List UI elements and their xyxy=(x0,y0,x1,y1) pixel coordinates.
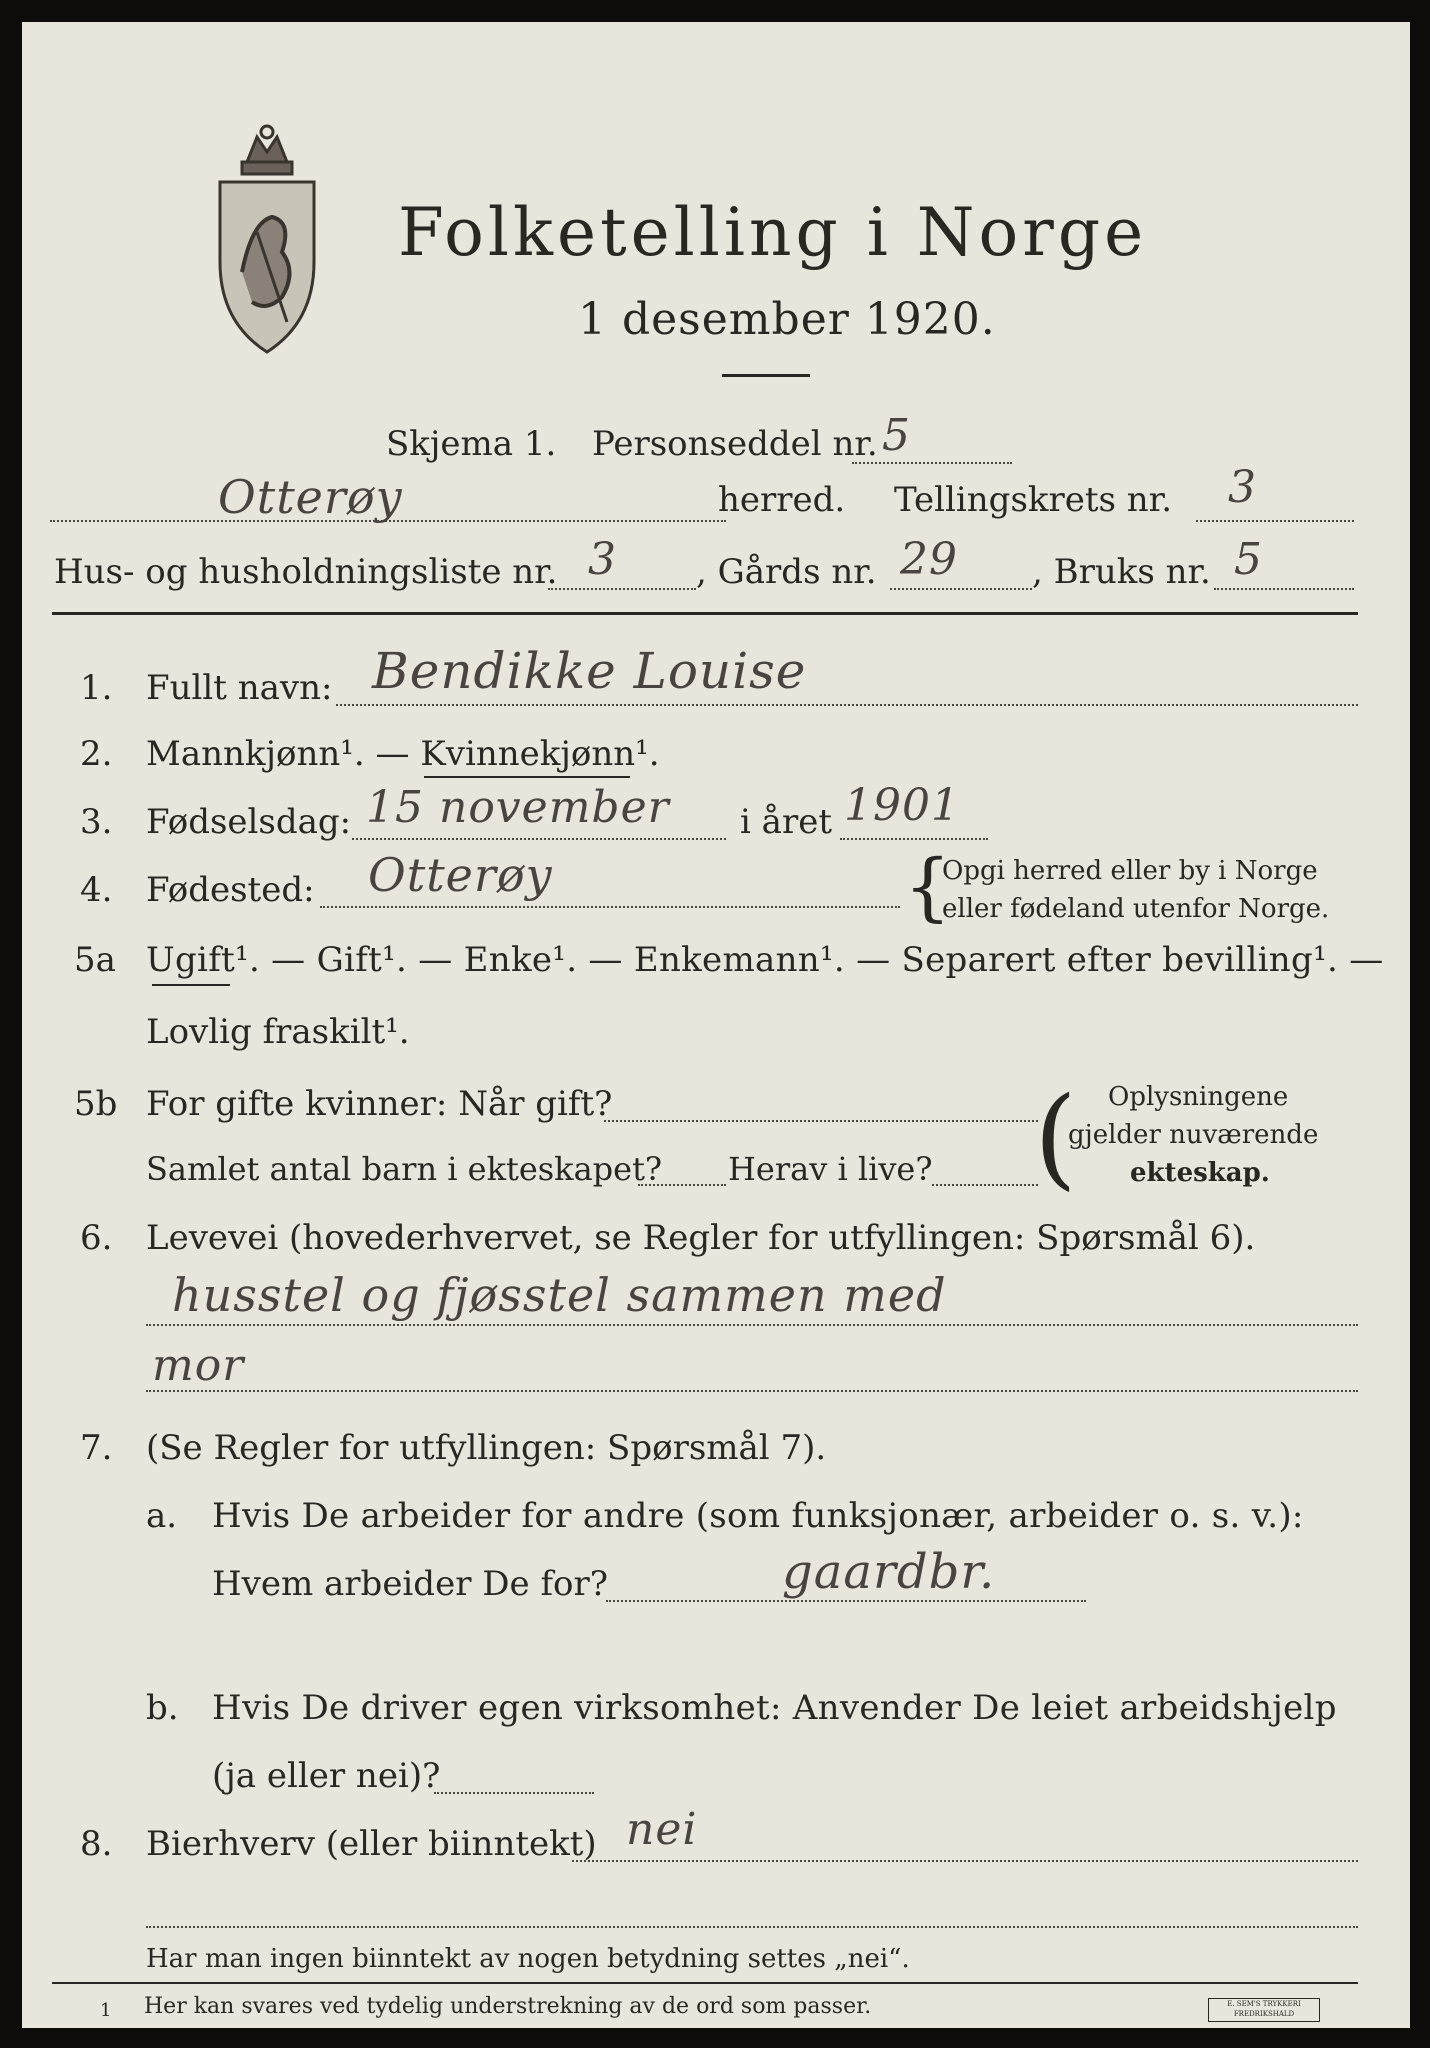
q3-year-label: i året xyxy=(740,802,832,842)
census-date: 1 desember 1920. xyxy=(578,294,996,345)
q5b-line2b: Herav i live? xyxy=(728,1150,933,1188)
page-title: Folketelling i Norge xyxy=(398,194,1148,271)
q4-number: 4. xyxy=(80,870,113,910)
skjema-label: Skjema 1. xyxy=(386,424,557,464)
q6-value-line1: husstel og fjøsstel sammen med xyxy=(172,1268,947,1322)
coat-of-arms-icon xyxy=(212,122,322,362)
q5b-number: 5b xyxy=(74,1084,118,1124)
q3-year-line xyxy=(840,838,988,840)
header-divider xyxy=(52,612,1358,615)
q4-label: Fødested: xyxy=(146,870,315,910)
q7b-letter: b. xyxy=(146,1688,179,1728)
q4-note-line1: Opgi herred eller by i Norge xyxy=(942,856,1318,886)
q1-label: Fullt navn: xyxy=(146,668,333,708)
q5a-underline-ugift xyxy=(152,984,230,986)
q6-number: 6. xyxy=(80,1218,113,1258)
footnote-number: 1 xyxy=(100,2000,112,2021)
q1-value: Bendikke Louise xyxy=(372,642,807,700)
tellingskrets-label: Tellingskrets nr. xyxy=(894,480,1173,520)
tellingskrets-value: 3 xyxy=(1228,462,1257,513)
hus-label: Hus- og husholdningsliste nr. xyxy=(54,552,558,592)
q3-number: 3. xyxy=(80,802,113,842)
q3-label: Fødselsdag: xyxy=(146,802,352,842)
q8-number: 8. xyxy=(80,1824,113,1864)
personseddel-line xyxy=(852,462,1012,464)
q7-number: 7. xyxy=(80,1428,113,1468)
gards-value: 29 xyxy=(900,534,958,585)
printer-stamp xyxy=(1208,1998,1320,2022)
q7b-line2: (ja eller nei)? xyxy=(212,1756,441,1796)
q4-value: Otterøy xyxy=(368,848,553,902)
hus-line xyxy=(548,588,696,590)
q7a-line2: Hvem arbeider De for? xyxy=(212,1564,608,1604)
printer-stamp-line2: FREDRIKSHALD xyxy=(1233,2010,1295,2018)
bruks-value: 5 xyxy=(1234,534,1263,585)
q5b-line1: For gifte kvinner: Når gift? xyxy=(146,1084,613,1124)
q5b-brace: ( xyxy=(1034,1073,1077,1201)
q8-value: nei xyxy=(626,1804,698,1855)
q5b-nar-gift-line xyxy=(604,1120,1038,1122)
q3-value: 15 november xyxy=(366,782,670,833)
q2-label: Mannkjønn¹. — Kvinnekjønn¹. xyxy=(146,734,660,774)
bruks-label: , Bruks nr. xyxy=(1032,552,1211,592)
q5b-barn-line xyxy=(638,1184,726,1186)
q6-label: Levevei (hovederhvervet, se Regler for utfyllingen: Spørsmål 6). xyxy=(146,1218,1256,1258)
q5b-live-line xyxy=(932,1184,1038,1186)
tellingskrets-line xyxy=(1196,520,1354,522)
q5a-number: 5a xyxy=(74,940,116,980)
q1-number: 1. xyxy=(80,668,113,708)
q3-year-value: 1901 xyxy=(844,780,960,831)
footer-divider xyxy=(52,1982,1358,1984)
q2-underline-kvinnekjonn xyxy=(424,776,630,778)
q5a-line2: Lovlig fraskilt¹. xyxy=(146,1012,410,1052)
q7a-line1: Hvis De arbeider for andre (som funksjonær, arbeider o. s. v.): xyxy=(212,1496,1304,1536)
footer-note: Har man ingen biinntekt av nogen betydning settes „nei“. xyxy=(146,1944,910,1974)
q1-line xyxy=(336,704,1358,706)
census-form-sheet xyxy=(22,22,1410,2028)
q4-note-line2: eller fødeland utenfor Norge. xyxy=(942,894,1330,924)
printer-stamp-line1: E. SEM'S TRYKKERI xyxy=(1227,2000,1301,2008)
q3-day-line xyxy=(352,838,726,840)
q5b-note1: Oplysningene xyxy=(1108,1082,1289,1112)
herred-value: Otterøy xyxy=(218,470,403,524)
q7a-letter: a. xyxy=(146,1496,178,1536)
q7-label: (Se Regler for utfyllingen: Spørsmål 7). xyxy=(146,1428,827,1468)
footnote-text: Her kan svares ved tydelig understrekning av de ord som passer. xyxy=(144,1994,872,2019)
q7a-line xyxy=(606,1600,1086,1602)
personseddel-value: 5 xyxy=(882,410,911,461)
q6-line2 xyxy=(146,1390,1358,1392)
q4-line xyxy=(320,906,900,908)
q8-line2 xyxy=(146,1926,1358,1928)
q7a-value: gaardbr. xyxy=(782,1544,996,1600)
title-divider xyxy=(722,374,810,377)
q5b-note2: gjelder nuværende xyxy=(1068,1120,1319,1150)
q8-label: Bierhverv (eller biinntekt) xyxy=(146,1824,597,1864)
q5a-line1: Ugift¹. — Gift¹. — Enke¹. — Enkemann¹. — Separert efter bevilling¹. — xyxy=(146,940,1384,980)
gards-label: , Gårds nr. xyxy=(696,552,877,592)
q6-value-line2: mor xyxy=(152,1340,245,1391)
herred-label: herred. xyxy=(718,480,846,520)
q6-line1 xyxy=(146,1324,1358,1326)
q5b-note3: ekteskap. xyxy=(1130,1158,1270,1188)
q4-brace: { xyxy=(904,844,952,930)
q2-number: 2. xyxy=(80,734,113,774)
q5b-line2a: Samlet antal barn i ekteskapet? xyxy=(146,1150,663,1188)
gards-line xyxy=(890,588,1032,590)
personseddel-label: Personseddel nr. xyxy=(592,424,878,464)
hus-value: 3 xyxy=(588,534,617,585)
q7b-line xyxy=(434,1792,594,1794)
q7b-line1: Hvis De driver egen virksomhet: Anvender De leiet arbeidshjelp xyxy=(212,1688,1337,1728)
q8-line xyxy=(572,1860,1358,1862)
bruks-line xyxy=(1214,588,1354,590)
